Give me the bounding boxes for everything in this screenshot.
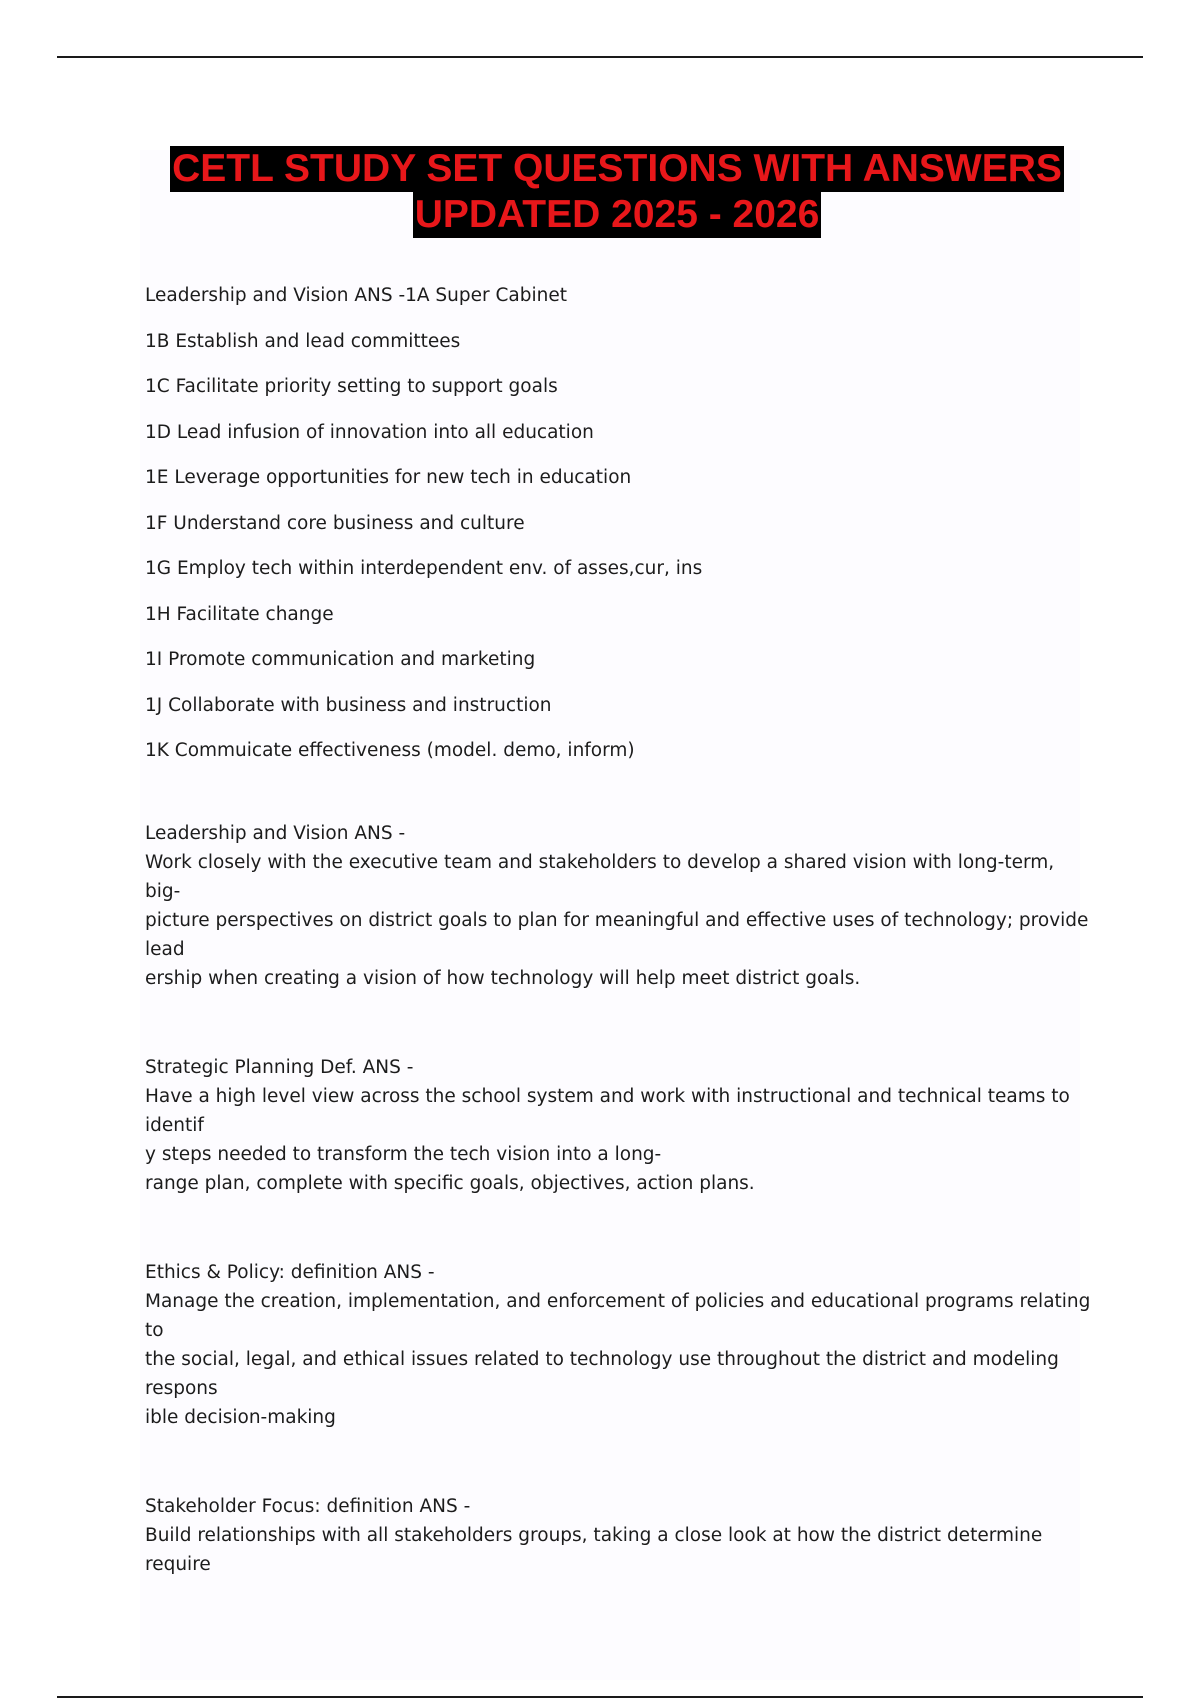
qa-answer-line: range plan, complete with specific goals, objectives, action plans.: [145, 1172, 755, 1194]
list-item: 1I Promote communication and marketing: [145, 649, 536, 670]
title-line-1: CETL STUDY SET QUESTIONS WITH ANSWERS: [172, 147, 1062, 190]
qa-entry: [145, 1492, 1095, 1579]
qa-answer-line: picture perspectives on district goals to plan for meaningful and effective uses of technology; provide lead: [145, 909, 1089, 960]
list-item: 1D Lead infusion of innovation into all education: [145, 421, 594, 443]
qa-answer-line: Build relationships with all stakeholders groups, taking a close look at how the district determine require: [145, 1524, 1043, 1575]
list-item: Leadership and Vision ANS -1A Super Cabinet: [145, 285, 568, 306]
list-item: 1C Facilitate priority setting to support goals: [145, 376, 558, 397]
qa-answer-line: ership when creating a vision of how technology will help meet district goals.: [145, 967, 861, 989]
title-line-2: UPDATED 2025 - 2026: [414, 193, 820, 236]
qa-question: Strategic Planning Def. ANS -: [145, 1056, 414, 1078]
bottom-rule: [57, 1696, 1143, 1698]
document-title: [0, 146, 1200, 238]
qa-question: Stakeholder Focus: definition ANS -: [145, 1495, 471, 1517]
list-item: 1K Commuicate effectiveness (model. demo, inform): [145, 740, 635, 761]
qa-entry: [145, 819, 1095, 993]
qa-answer-line: Have a high level view across the school system and work with instructional and technical teams to identif: [145, 1085, 1070, 1136]
list-item: 1G Employ tech within interdependent env. of asses,cur, ins: [145, 558, 703, 579]
qa-answer-line: ible decision-making: [145, 1406, 336, 1428]
qa-answer-line: Work closely with the executive team and stakeholders to develop a shared vision with long-term, big-: [145, 851, 1055, 902]
qa-question: Leadership and Vision ANS -: [145, 822, 406, 844]
list-item: 1H Facilitate change: [145, 603, 334, 625]
qa-entry: [145, 1053, 1095, 1198]
document-body: [145, 282, 1095, 1579]
list-item: 1F Understand core business and culture: [145, 512, 525, 534]
list-item: 1B Establish and lead committees: [145, 330, 461, 352]
qa-question: Ethics & Policy: definition ANS -: [145, 1261, 435, 1283]
qa-entry: [145, 1258, 1095, 1432]
top-rule: [57, 56, 1143, 58]
qa-answer-line: the social, legal, and ethical issues related to technology use throughout the district and modeling respons: [145, 1348, 1059, 1399]
list-item: 1E Leverage opportunities for new tech in education: [145, 467, 632, 488]
list-item: 1J Collaborate with business and instruction: [145, 694, 552, 716]
qa-answer-line: y steps needed to transform the tech vision into a long-: [145, 1143, 662, 1165]
qa-answer-line: Manage the creation, implementation, and enforcement of policies and educational programs relating to: [145, 1290, 1091, 1341]
